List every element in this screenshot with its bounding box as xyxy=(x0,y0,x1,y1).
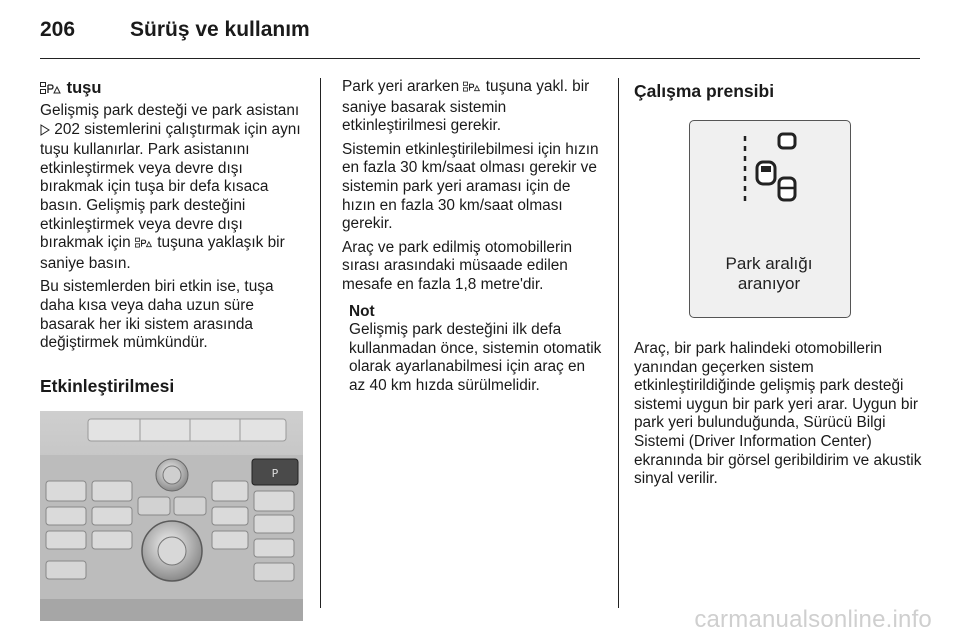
paragraph: Bu sistemlerden biri etkin ise, tuşa daha kısa veya daha uzun süre basarak her iki sistem arasında değiştirmek mümkündür. xyxy=(40,278,274,352)
watermark: carmanualsonline.info xyxy=(694,606,932,633)
paragraph-text: 202 sistemlerini çalıştırmak için aynı tuşu kullanırlar. Park asistanını etkinleştirmek veya devre dışı bırakmak için tuşa bir defa kısaca basın. Gelişmiş park desteğini etkinleştirmek veya devre dışı bırakmak için xyxy=(40,120,301,252)
section-heading-text: tuşu xyxy=(66,79,102,97)
dashboard-photo xyxy=(40,411,303,621)
paragraph xyxy=(342,78,605,136)
column-middle xyxy=(342,78,605,396)
paragraph-text: Gelişmiş park desteği ve park asistanı xyxy=(40,102,300,119)
column-left xyxy=(40,78,310,621)
note-heading: Not xyxy=(349,302,375,320)
park-assist-key-icon xyxy=(463,80,481,99)
parking-scan-icon xyxy=(689,120,849,230)
paragraph: Araç, bir park halindeki otomobillerin yanından geçerken sistem etkinleştirildiğinde gelişmiş park desteği sistemi uygun bir park yeri arar. Uygun bir park yeri bulunduğunda, Sürücü Bilgi Sistemi (Driver Information Center) ekranında bir görsel geribildirim ve akustik sinyal verilir. xyxy=(634,340,922,488)
note-block xyxy=(349,303,605,396)
page-title: Sürüş ve kullanım xyxy=(130,18,310,41)
dic-display-illustration xyxy=(634,116,904,326)
park-assist-key-icon xyxy=(40,80,62,100)
section-heading-principle: Çalışma prensibi xyxy=(634,81,775,101)
page-number: 206 xyxy=(40,18,76,41)
column-divider xyxy=(618,78,619,608)
column-right xyxy=(634,78,924,494)
display-text-line1: Park aralığı xyxy=(725,254,813,273)
paragraph: Sistemin etkinleştirilebilmesi için hızın en fazla 30 km/saat olması gerekir ve sistemin park yeri araması için de hızın en fazla 30 km/saat olması gerekir. xyxy=(342,140,599,233)
paragraph-text: tuşuna yakl. bir saniye basarak sistemin etkinleştirilmesi gerekir. xyxy=(342,78,590,135)
svg-text:P: P xyxy=(271,466,279,480)
paragraph xyxy=(40,102,310,273)
paragraph-text: tuşuna yaklaşık bir saniye basın. xyxy=(40,234,285,272)
section-heading-activation: Etkinleştirilmesi xyxy=(40,375,175,396)
paragraph-text: Park yeri ararken xyxy=(342,78,460,95)
display-text-line2: aranıyor xyxy=(737,274,801,293)
column-divider xyxy=(320,78,321,608)
paragraph: Araç ve park edilmiş otomobillerin sırası arasındaki müsaade edilen mesafe en fazla 1,8 metre'dir. xyxy=(342,238,573,293)
section-heading-key xyxy=(40,78,310,100)
note-text: Gelişmiş park desteğini ilk defa kullanmadan önce, sistemin otomatik olarak ayarlanabilmesi için araç en az 40 km hızda sürülmelidir. xyxy=(349,321,602,394)
header-rule xyxy=(40,58,920,59)
page-header xyxy=(40,18,920,48)
park-assist-key-icon xyxy=(135,236,153,255)
page-ref-arrow-icon xyxy=(40,123,50,142)
